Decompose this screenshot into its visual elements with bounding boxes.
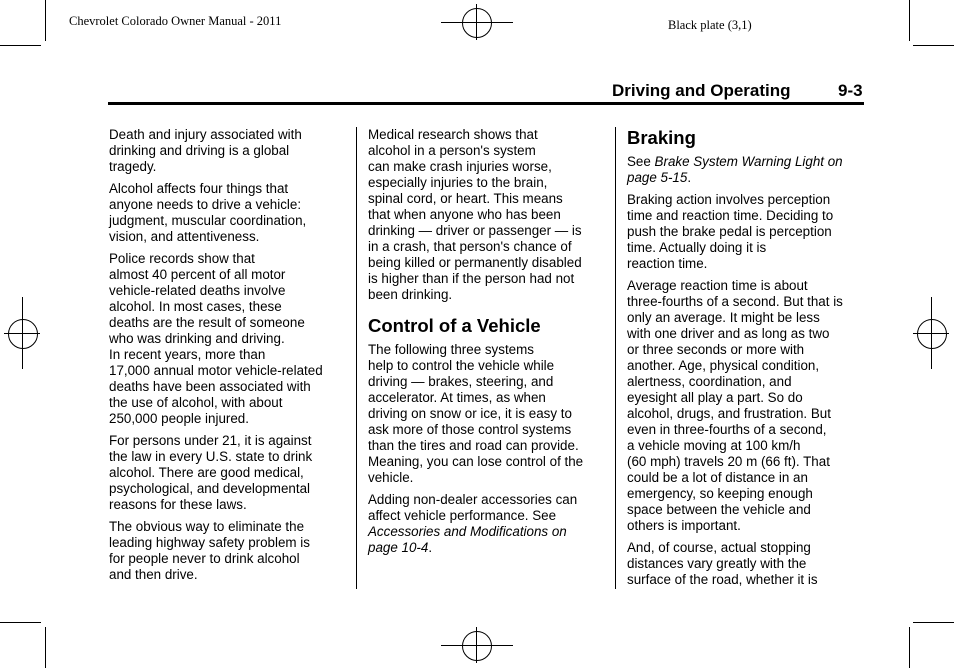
crop-mark [909,627,910,668]
paragraph: Average reaction time is about three-fourths of a second. But that is only an average. It might be less with one driver and as long as two or three seconds or more with another. Age, physical condition, alertness, coordination, and eyesight all play a part. So do alcohol, drugs, and frustration. But even in three-fourths of a second, a vehicle moving at 100 km/h (60 mph) travels 20 m (66 ft). That could be a lot of distance in an emergency, so keeping enough space between the vehicle and others is important. [627,278,843,533]
paragraph: Alcohol affects four things that anyone needs to drive a vehicle: judgment, muscular coordination, vision, and attentiveness. [109,181,307,244]
paragraph: For persons under 21, it is against the law in every U.S. state to drink alcohol. There are good medical, psychological, and developmental reasons for these laws. [109,433,313,512]
column-3 [627,127,867,594]
crop-mark [913,622,954,623]
paragraph: Police records show that almost 40 percent of all motor vehicle-related deaths involve alcohol. In most cases, these deaths are the result of someone who was drinking and driving. In recent years, more than 17,000 annual motor vehicle-related deaths have been associated with the use of alcohol, with about 250,000 people injured. [109,251,323,426]
paragraph: The obvious way to eliminate the leading highway safety problem is for people never to drink alcohol and then drive. [109,519,310,582]
paragraph: The following three systems help to control the vehicle while driving — brakes, steering, and accelerator. At times, as when driving on snow or ice, it is easy to ask more of those control systems than the tires and road can provide. Meaning, you can lose control of the vehicle. [368,342,584,485]
paragraph: Death and injury associated with drinking and driving is a global tragedy. [109,127,302,174]
column-divider [356,127,357,589]
plate-label: Black plate (3,1) [668,18,752,32]
manual-title: Chevrolet Colorado Owner Manual - 2011 [69,14,282,28]
paragraph-text: . [687,170,692,185]
column-divider [615,127,616,589]
paragraph: Medical research shows that alcohol in a person's system can make crash injuries worse, especially injuries to the brain, spinal cord, or heart. This means that when anyone who has been drinking — driver or passenger — is in a crash, that person's chance of being killed or permanently disabled is higher than if the person had not been drinking. [368,127,582,302]
paragraph: And, of course, actual stopping distances vary greatly with the surface of the road, whether it is [627,540,818,587]
cross-reference-link[interactable]: Brake System Warning Light on page 5-15 [627,154,843,185]
page-number: 9-3 [838,81,863,100]
crop-mark [45,0,46,41]
crop-mark [0,45,41,46]
crop-mark [913,45,954,46]
cross-reference-link[interactable]: Accessories and Modifications on page 10-4 [368,524,567,555]
section-heading: Braking [627,127,696,148]
column-2 [368,127,608,562]
paragraph-text: See [627,154,655,169]
column-1 [109,127,349,589]
section-title: Driving and Operating [612,81,791,100]
paragraph [627,154,867,186]
crop-mark [909,0,910,41]
paragraph [368,492,608,556]
section-heading: Control of a Vehicle [368,315,541,336]
header-rule [108,102,864,105]
paragraph-text: Adding non-dealer accessories can affect vehicle performance. See [368,492,578,523]
paragraph: Braking action involves perception time and reaction time. Deciding to push the brake pedal is perception time. Actually doing it is reaction time. [627,192,834,271]
paragraph-text: . [428,540,433,555]
crop-mark [0,622,41,623]
crop-mark [45,627,46,668]
